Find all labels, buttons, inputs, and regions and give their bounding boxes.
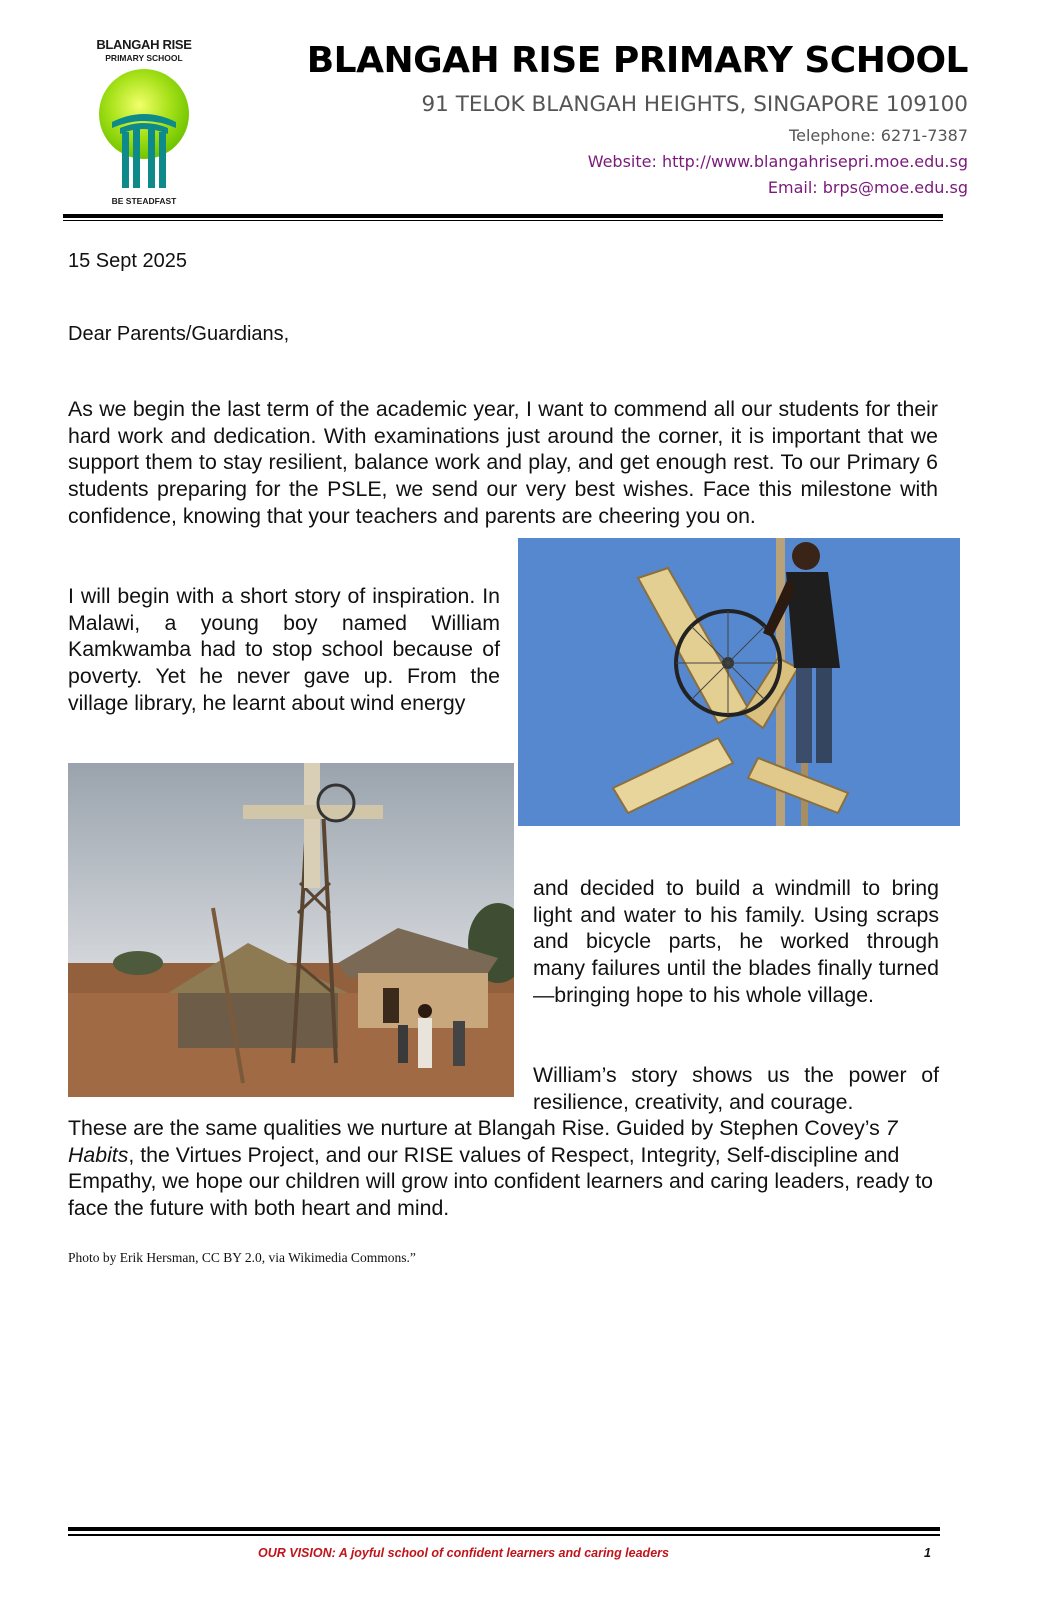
school-name-heading: BLANGAH RISE PRIMARY SCHOOL [306, 40, 968, 81]
school-logo [84, 38, 204, 210]
paragraph-story-windmill: and decided to build a windmill to bring light and water to his family. Using scraps and bicycle parts, he worked through many failures until the blades finally turned—bringing hope to his whole village. [533, 876, 939, 1007]
logo-school-subtitle: PRIMARY SCHOOL [105, 53, 183, 63]
paragraph-school-values [68, 1115, 946, 1222]
logo-school-name: BLANGAH RISE [96, 37, 192, 52]
footer-divider-thin [68, 1534, 940, 1536]
footer-divider-thick [68, 1527, 940, 1531]
school-address: 91 TELOK BLANGAH HEIGHTS, SINGAPORE 109100 [421, 92, 968, 117]
paragraph-story-start: I will begin with a short story of inspiration. In Malawi, a young boy named William Kamkwamba had to stop school because of poverty. Yet he never gave up. From the village library, he learnt about wind energy [68, 584, 500, 715]
page-number: 1 [924, 1546, 931, 1560]
logo-emblem-icon [92, 66, 196, 194]
letter-date: 15 Sept 2025 [68, 250, 187, 272]
windmill-boy-photo [518, 538, 960, 826]
header-divider-thin [63, 220, 943, 221]
photo-credit: Photo by Erik Hersman, CC BY 2.0, via Wikimedia Commons.” [68, 1250, 416, 1265]
header-divider-thick [63, 214, 943, 218]
school-website-link[interactable]: Website: http://www.blangahrisepri.moe.edu.sg [587, 152, 968, 171]
paragraph-intro: As we begin the last term of the academic year, I want to commend all our students for their hard work and dedication. With examinations just around the corner, it is important that we support them to stay resilient, balance work and play, and get enough rest. To our Primary 6 students preparing for the PSLE, we send our very best wishes. Face this milestone with confidence, knowing that your teachers and parents are cheering you on. [68, 397, 938, 528]
school-telephone: Telephone: 6271-7387 [789, 126, 968, 145]
village-windmill-photo [68, 763, 514, 1097]
values-text-a: These are the same qualities we nurture at Blangah Rise. Guided by Stephen Covey’s [68, 1116, 886, 1140]
paragraph-story-lesson-start: William’s story shows us the power of resilience, creativity, and courage. [533, 1063, 939, 1114]
values-text-b: , the Virtues Project, and our RISE values of Respect, Integrity, Self-discipline and Empathy, we hope our children will grow into confident learners and caring leaders, ready to face the future with both heart and mind. [68, 1142, 933, 1221]
footer-vision-statement: OUR VISION: A joyful school of confident learners and caring leaders [258, 1546, 669, 1560]
school-email-link[interactable]: Email: brps@moe.edu.sg [767, 178, 968, 197]
logo-motto: BE STEADFAST [111, 196, 177, 206]
seven-habits-title: 7 Habits [68, 1116, 898, 1167]
letter-salutation: Dear Parents/Guardians, [68, 323, 290, 345]
